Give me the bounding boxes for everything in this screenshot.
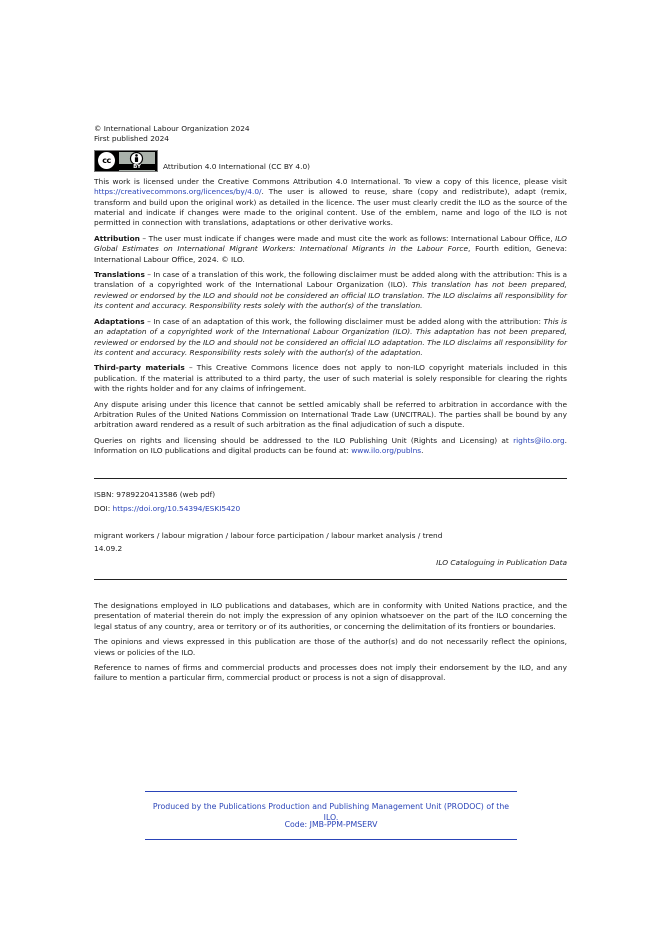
cataloguing-label: ILO Cataloguing in Publication Data — [436, 557, 567, 567]
first-published-line: First published 2024 — [94, 134, 170, 144]
disclaimer-paragraph: Reference to names of firms and commercial products and processes does not imply their endorsement by the ILO, and any failure to mention a particular firm, commercial product or process is not a sign of disapproval. — [94, 663, 567, 683]
doi-link[interactable]: https://doi.org/10.54394/ESKI5420 — [112, 504, 241, 514]
queries-paragraph — [94, 436, 567, 457]
by-label: BY — [119, 164, 155, 170]
copyright-line: © International Labour Organization 2024 — [94, 124, 250, 133]
dispute-paragraph: Any dispute arising under this licence that cannot be settled amicably shall be referred to arbitration in accordance with the Arbitration Rules of the United Nations Commission on International Trade Law (UNCITRAL). The parties shall be bound by any arbitration award rendered as a result of such arbitration as the final adjudication of such a dispute. — [94, 399, 567, 430]
attribution-text: – The user must indicate if changes were made and must cite the work as follows: International Labour Office, — [139, 233, 556, 243]
translations-paragraph — [94, 270, 567, 312]
cc-by-badge[interactable] — [94, 150, 158, 172]
disclaimer-paragraph: The opinions and views expressed in this publication are those of the author(s) and do not necessarily reflect the opinions, views or policies of the ILO. — [94, 637, 567, 657]
classification-code: 14.09.2 — [94, 544, 123, 554]
doi-line — [94, 504, 567, 514]
footer-code: Code: JMB-PPM-PMSERV — [284, 820, 378, 829]
translations-heading: Translations — [94, 270, 145, 280]
rights-email-link[interactable]: rights@ilo.org — [513, 435, 565, 445]
footer-rule-bottom — [145, 839, 517, 840]
license-text-1: This work is licensed under the Creative Commons Attribution 4.0 International. To view a copy of this licence, please visit — [94, 176, 567, 186]
license-label: Attribution 4.0 International (CC BY 4.0) — [163, 161, 311, 171]
adaptations-text: – In case of an adaptation of this work, the following disclaimer must be added along with the attribution: — [144, 316, 544, 326]
queries-text-1: Queries on rights and licensing should be addressed to the ILO Publishing Unit (Rights and Licensing) at — [94, 435, 514, 445]
adaptations-paragraph — [94, 317, 567, 359]
isbn: ISBN: 9789220413586 (web pdf) — [94, 490, 216, 499]
license-row — [94, 150, 567, 172]
translations-italic: This translation has not been prepared, reviewed or endorsed by the ILO and should not be considered an official ILO translation. The ILO disclaims all responsibility for its content and accuracy. Responsibility rests solely with the author(s) of the translation. — [94, 280, 567, 311]
license-text-2: . The user is allowed to reuse, share (copy and redistribute), adapt (remix, transform and build upon the original work) as detailed in the licence. The user must clearly credit the ILO as the source of the material and indicate if changes were made to the original content. Use of the emblem, name and logo of the ILO is not permitted in connection with translations, adaptations or other derivative works. — [94, 187, 567, 228]
divider-top — [94, 478, 567, 479]
attribution-heading: Attribution — [94, 233, 140, 243]
third-party-heading: Third-party materials — [94, 363, 185, 373]
license-paragraph — [94, 177, 567, 229]
disclaimers — [94, 601, 567, 689]
divider-bottom — [94, 579, 567, 580]
footer-produced: Produced by the Publications Production and Publishing Management Unit (PRODOC) of the ILO. — [152, 802, 510, 822]
attribution-paragraph — [94, 234, 567, 265]
footer-rule-top — [145, 791, 517, 792]
doi-label: DOI: — [94, 504, 113, 514]
cc-icon: cc — [97, 151, 116, 170]
translations-text: – In case of a translation of this work, the following disclaimer must be added along with the attribution: This is a translation of a copyrighted work of the International Labour Organization (ILO). — [94, 270, 567, 290]
attribution-tail: , Fourth edition, Geneva: International Labour Office, 2024. © ILO. — [94, 244, 567, 264]
third-party-paragraph — [94, 363, 567, 394]
catalogue-block — [94, 531, 567, 568]
adaptations-heading: Adaptations — [94, 316, 145, 326]
adaptations-italic: This is an adaptation of a copyrighted work of the International Labour Organization (ILO). This adaptation has not been prepared, reviewed or endorsed by the ILO and should not be considered an official ILO adaptation. The ILO disclaims all responsibility for its content and accuracy. Responsibility rests solely with the author(s) of the adaptation. — [94, 316, 568, 357]
queries-text-3: . — [421, 446, 424, 456]
publications-link[interactable]: www.ilo.org/publns — [351, 446, 422, 456]
third-party-text: – This Creative Commons licence does not apply to non-ILO copyright materials included in this publication. If the material is attributed to a third party, the user of such material is solely responsible for clearing the rights with the rights holder and for any claims of infringement. — [94, 363, 567, 394]
legal-notice — [94, 124, 567, 462]
disclaimer-paragraph: The designations employed in ILO publications and databases, which are in conformity with United Nations practice, and the presentation of material therein do not imply the expression of any opinion whatsoever on the part of the ILO concerning the legal status of any country, area or territory or of its authorities, or concerning the delimitation of its frontiers or boundaries. — [94, 601, 567, 631]
attribution-title: ILO Global Estimates on International Migrant Workers: International Migrants in the Labour Force — [94, 233, 567, 254]
queries-text-2: . Information on ILO publications and digital products can be found at: — [94, 435, 567, 456]
keywords: migrant workers / labour migration / labour force participation / labour market analysis / trend — [94, 531, 443, 540]
license-link[interactable]: https://creativecommons.org/licences/by/4.0/ — [94, 187, 262, 197]
identifiers — [94, 490, 567, 515]
